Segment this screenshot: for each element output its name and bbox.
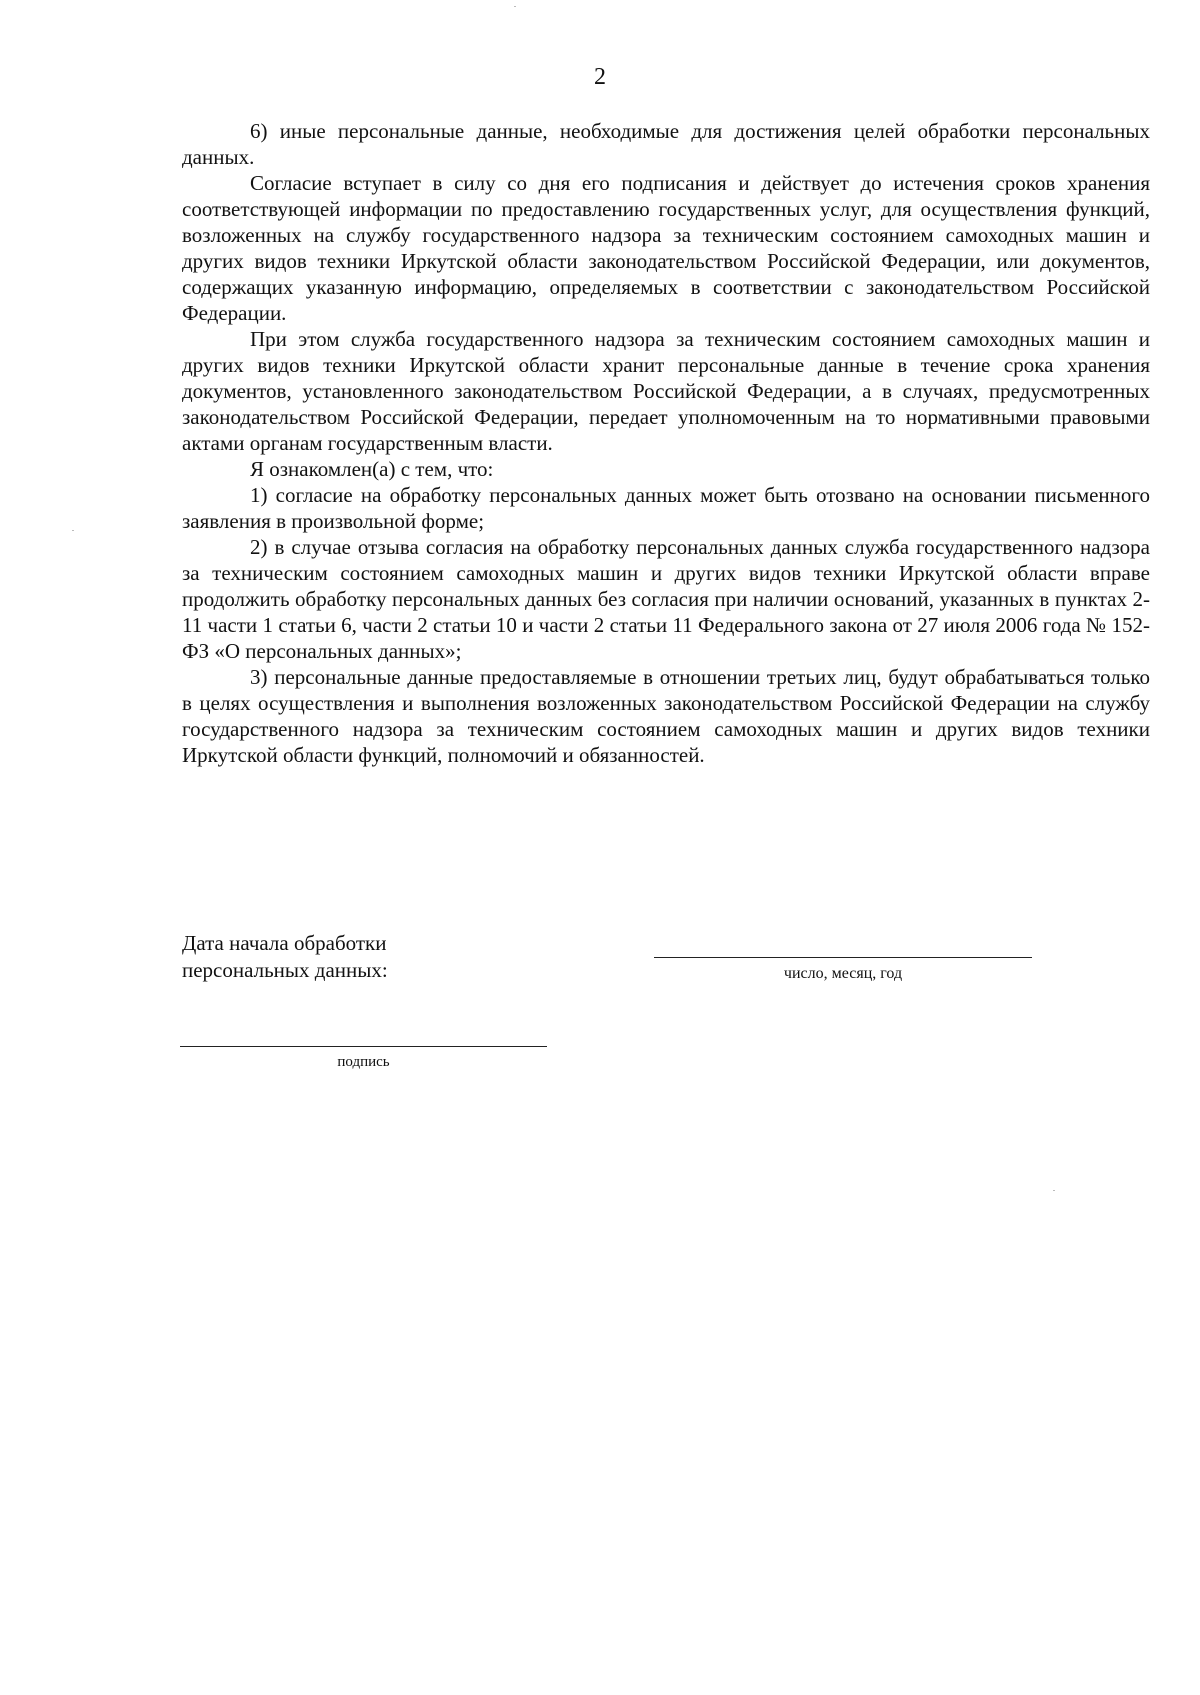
date-label-line-2: персональных данных: xyxy=(182,958,388,982)
page-number: 2 xyxy=(594,64,606,90)
document-body xyxy=(182,118,1150,768)
paragraph-consent-validity: Согласие вступает в силу со дня его подписания и действует до истечения сроков хранения соответствующей информации по предоставлению государственных услуг, для осуществления функций, возложенных на службу государственного надзора за техническим состоянием самоходных машин и других видов техники Иркутской области законодательством Российской Федерации, или документов, содержащих указанную информацию, определяемых в соответствии с законодательством Российской Федерации. xyxy=(182,171,1150,325)
signature-caption: подпись xyxy=(337,1054,390,1070)
processing-start-date-label xyxy=(182,930,388,984)
paragraph-data-storage: При этом служба государственного надзора за техническим состоянием самоходных машин и других видов техники Иркутской области хранит персональные данные в течение срока хранения документов, установленного законодательством Российской Федерации, а в случаях, предусмотренных законодательством Российской Федерации, передает уполномоченным на то нормативными правовыми актами органам государственным власти. xyxy=(182,327,1150,455)
scan-speck xyxy=(1053,1190,1055,1191)
scan-speck xyxy=(514,6,516,7)
date-blank-line xyxy=(654,957,1032,958)
paragraph-other-data: 6) иные персональные данные, необходимые для достижения целей обработки персональных данных. xyxy=(182,119,1150,169)
scan-speck xyxy=(72,530,74,531)
paragraph-item-1: 1) согласие на обработку персональных данных может быть отозвано на основании письменного заявления в произвольной форме; xyxy=(182,483,1150,533)
paragraph-item-3: 3) персональные данные предоставляемые в отношении третьих лиц, будут обрабатываться только в целях осуществления и выполнения возложенных законодательством Российской Федерации на службу государственного надзора за техническим состоянием самоходных машин и других видов техники Иркутской области функций, полномочий и обязанностей. xyxy=(182,665,1150,767)
paragraph-item-2: 2) в случае отзыва согласия на обработку персональных данных служба государственного надзора за техническим состоянием самоходных машин и других видов техники Иркутской области вправе продолжить обработку персональных данных без согласия при наличии оснований, указанных в пунктах 2-11 части 1 статьи 6, части 2 статьи 10 и части 2 статьи 11 Федерального закона от 27 июля 2006 года № 152-ФЗ «О персональных данных»; xyxy=(182,535,1150,663)
date-label-line-1: Дата начала обработки xyxy=(182,931,387,955)
signature-blank-line xyxy=(180,1046,547,1047)
date-caption: число, месяц, год xyxy=(783,965,903,982)
paragraph-acknowledgement: Я ознакомлен(а) с тем, что: xyxy=(250,457,494,481)
